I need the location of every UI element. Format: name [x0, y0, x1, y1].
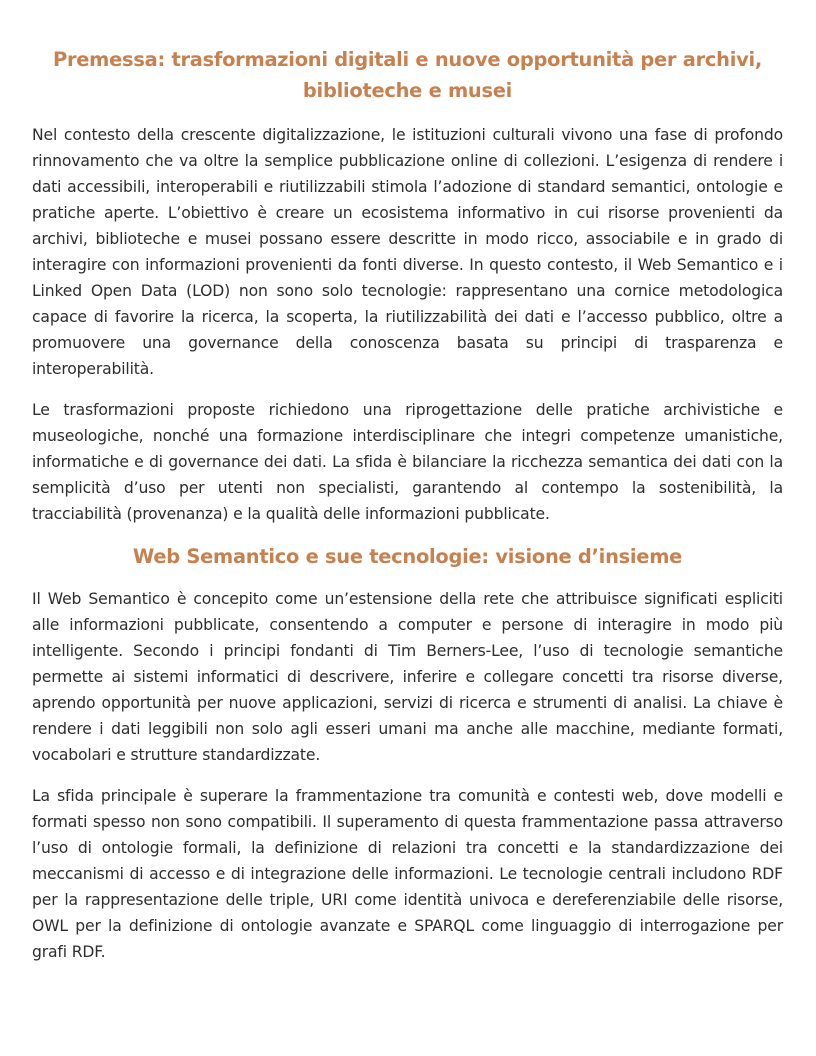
section-title-web-semantico: Web Semantico e sue tecnologie: visione d’insieme [132, 545, 683, 568]
paragraph-digitalizzazione: Nel contesto della crescente digitalizzazione, le istituzioni culturali vivono una fase di profondo rinnovamento che va oltre la semplice pubblicazione online di collezioni. L’esigenza di rendere i dati accessibili, interoperabili e riutilizzabili stimola l’adozione di standard semantici, ontologie e pratiche aperte. L’obiettivo è creare un ecosistema informativo in cui risorse provenienti da archivi, biblioteche e musei possano essere descritte in modo ricco, associabile e in grado di interagire con informazioni provenienti da fonti diverse. In questo contesto, il Web Semantico e i Linked Open Data (LOD) non sono solo tecnologie: rappresentano una cornice metodologica capace di favorire la ricerca, la scoperta, la riutilizzabilità dei dati e l’accesso pubblico, oltre a promuovere una governance della conoscenza basata su principi di trasparenza e interoperabilità. [32, 126, 783, 378]
document-page [32, 44, 783, 965]
paragraph-frammentazione: La sfida principale è superare la frammentazione tra comunità e contesti web, dove modelli e formati spesso non sono compatibili. Il superamento di questa frammentazione passa attraverso l’uso di ontologie formali, la definizione di relazioni tra concetti e la standardizzazione dei meccanismi di accesso e di integrazione delle informazioni. Le tecnologie centrali includono RDF per la rappresentazione delle triple, URI come identità univoca e dereferenziabile delle risorse, OWL per la definizione di ontologie avanzate e SPARQL come linguaggio di interrogazione per grafi RDF. [32, 787, 783, 961]
section-web-semantico [32, 541, 783, 965]
paragraph-estensione-rete: Il Web Semantico è concepito come un’estensione della rete che attribuisce significati espliciti alle informazioni pubblicate, consentendo a computer e persone di interagire in modo più intelligente. Secondo i principi fondanti di Tim Berners-Lee, l’uso di tecnologie semantiche permette ai sistemi informatici di descrivere, inferire e collegare concetti tra risorse diverse, aprendo opportunità per nuove applicazioni, servizi di ricerca e strumenti di analisi. La chiave è rendere i dati leggibili non solo agli esseri umani ma anche alle macchine, mediante formati, vocabolari e strutture standardizzate. [32, 590, 783, 764]
section-premessa [32, 44, 783, 527]
paragraph-trasformazioni: Le trasformazioni proposte richiedono una riprogettazione delle pratiche archivistiche e museologiche, nonché una formazione interdisciplinare che integri competenze umanistiche, informatiche e di governance dei dati. La sfida è bilanciare la ricchezza semantica dei dati con la semplicità d’uso per utenti non specialisti, garantendo al contempo la sostenibilità, la tracciabilità (provenanza) e la qualità delle informazioni pubblicate. [32, 401, 783, 523]
section-title-premessa: Premessa: trasformazioni digitali e nuove opportunità per archivi, biblioteche e musei [53, 48, 762, 102]
